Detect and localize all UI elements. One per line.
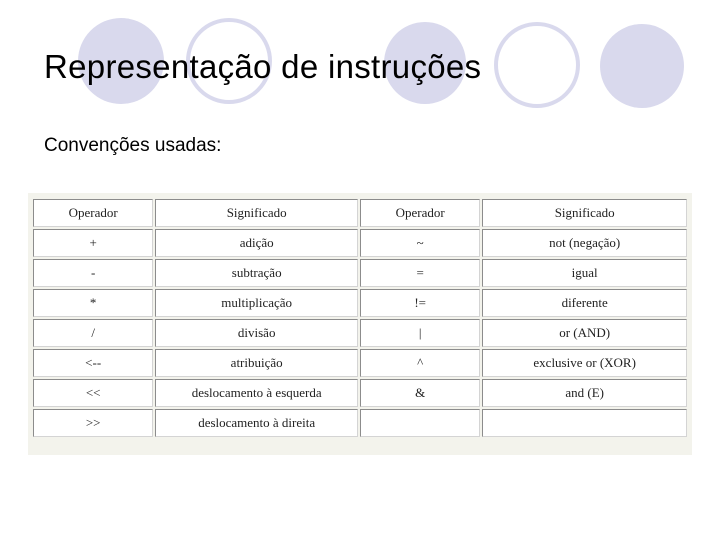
meaning-cell [482, 409, 687, 437]
operator-cell: | [360, 319, 480, 347]
header-operator-1: Operador [33, 199, 153, 227]
meaning-cell: adição [155, 229, 358, 257]
table-row [33, 229, 687, 257]
meaning-cell: subtração [155, 259, 358, 287]
operator-cell: + [33, 229, 153, 257]
meaning-cell: deslocamento à esquerda [155, 379, 358, 407]
operators-table-panel [28, 193, 692, 455]
table-row [33, 319, 687, 347]
table-row [33, 379, 687, 407]
slide-subtitle: Convenções usadas: [44, 135, 222, 156]
header-operator-2: Operador [360, 199, 480, 227]
decor-circle-4 [494, 22, 580, 108]
operator-cell: = [360, 259, 480, 287]
meaning-cell: exclusive or (XOR) [482, 349, 687, 377]
operator-cell: << [33, 379, 153, 407]
meaning-cell: diferente [482, 289, 687, 317]
operator-cell: * [33, 289, 153, 317]
table-row [33, 259, 687, 287]
table-header-row [33, 199, 687, 227]
operator-cell: - [33, 259, 153, 287]
slide-title: Representação de instruções [44, 48, 482, 85]
operator-cell: & [360, 379, 480, 407]
meaning-cell: not (negação) [482, 229, 687, 257]
table-row [33, 349, 687, 377]
table-row [33, 409, 687, 437]
operator-cell: >> [33, 409, 153, 437]
decor-circle-5 [600, 24, 684, 108]
operator-cell: <-- [33, 349, 153, 377]
header-meaning-1: Significado [155, 199, 358, 227]
meaning-cell: multiplicação [155, 289, 358, 317]
table-row [33, 289, 687, 317]
header-meaning-2: Significado [482, 199, 687, 227]
meaning-cell: deslocamento à direita [155, 409, 358, 437]
operator-cell: ^ [360, 349, 480, 377]
meaning-cell: divisão [155, 319, 358, 347]
meaning-cell: or (AND) [482, 319, 687, 347]
meaning-cell: and (E) [482, 379, 687, 407]
meaning-cell: atribuição [155, 349, 358, 377]
meaning-cell: igual [482, 259, 687, 287]
operator-cell: ~ [360, 229, 480, 257]
operator-cell: != [360, 289, 480, 317]
operators-table [31, 197, 689, 439]
operator-cell [360, 409, 480, 437]
operator-cell: / [33, 319, 153, 347]
